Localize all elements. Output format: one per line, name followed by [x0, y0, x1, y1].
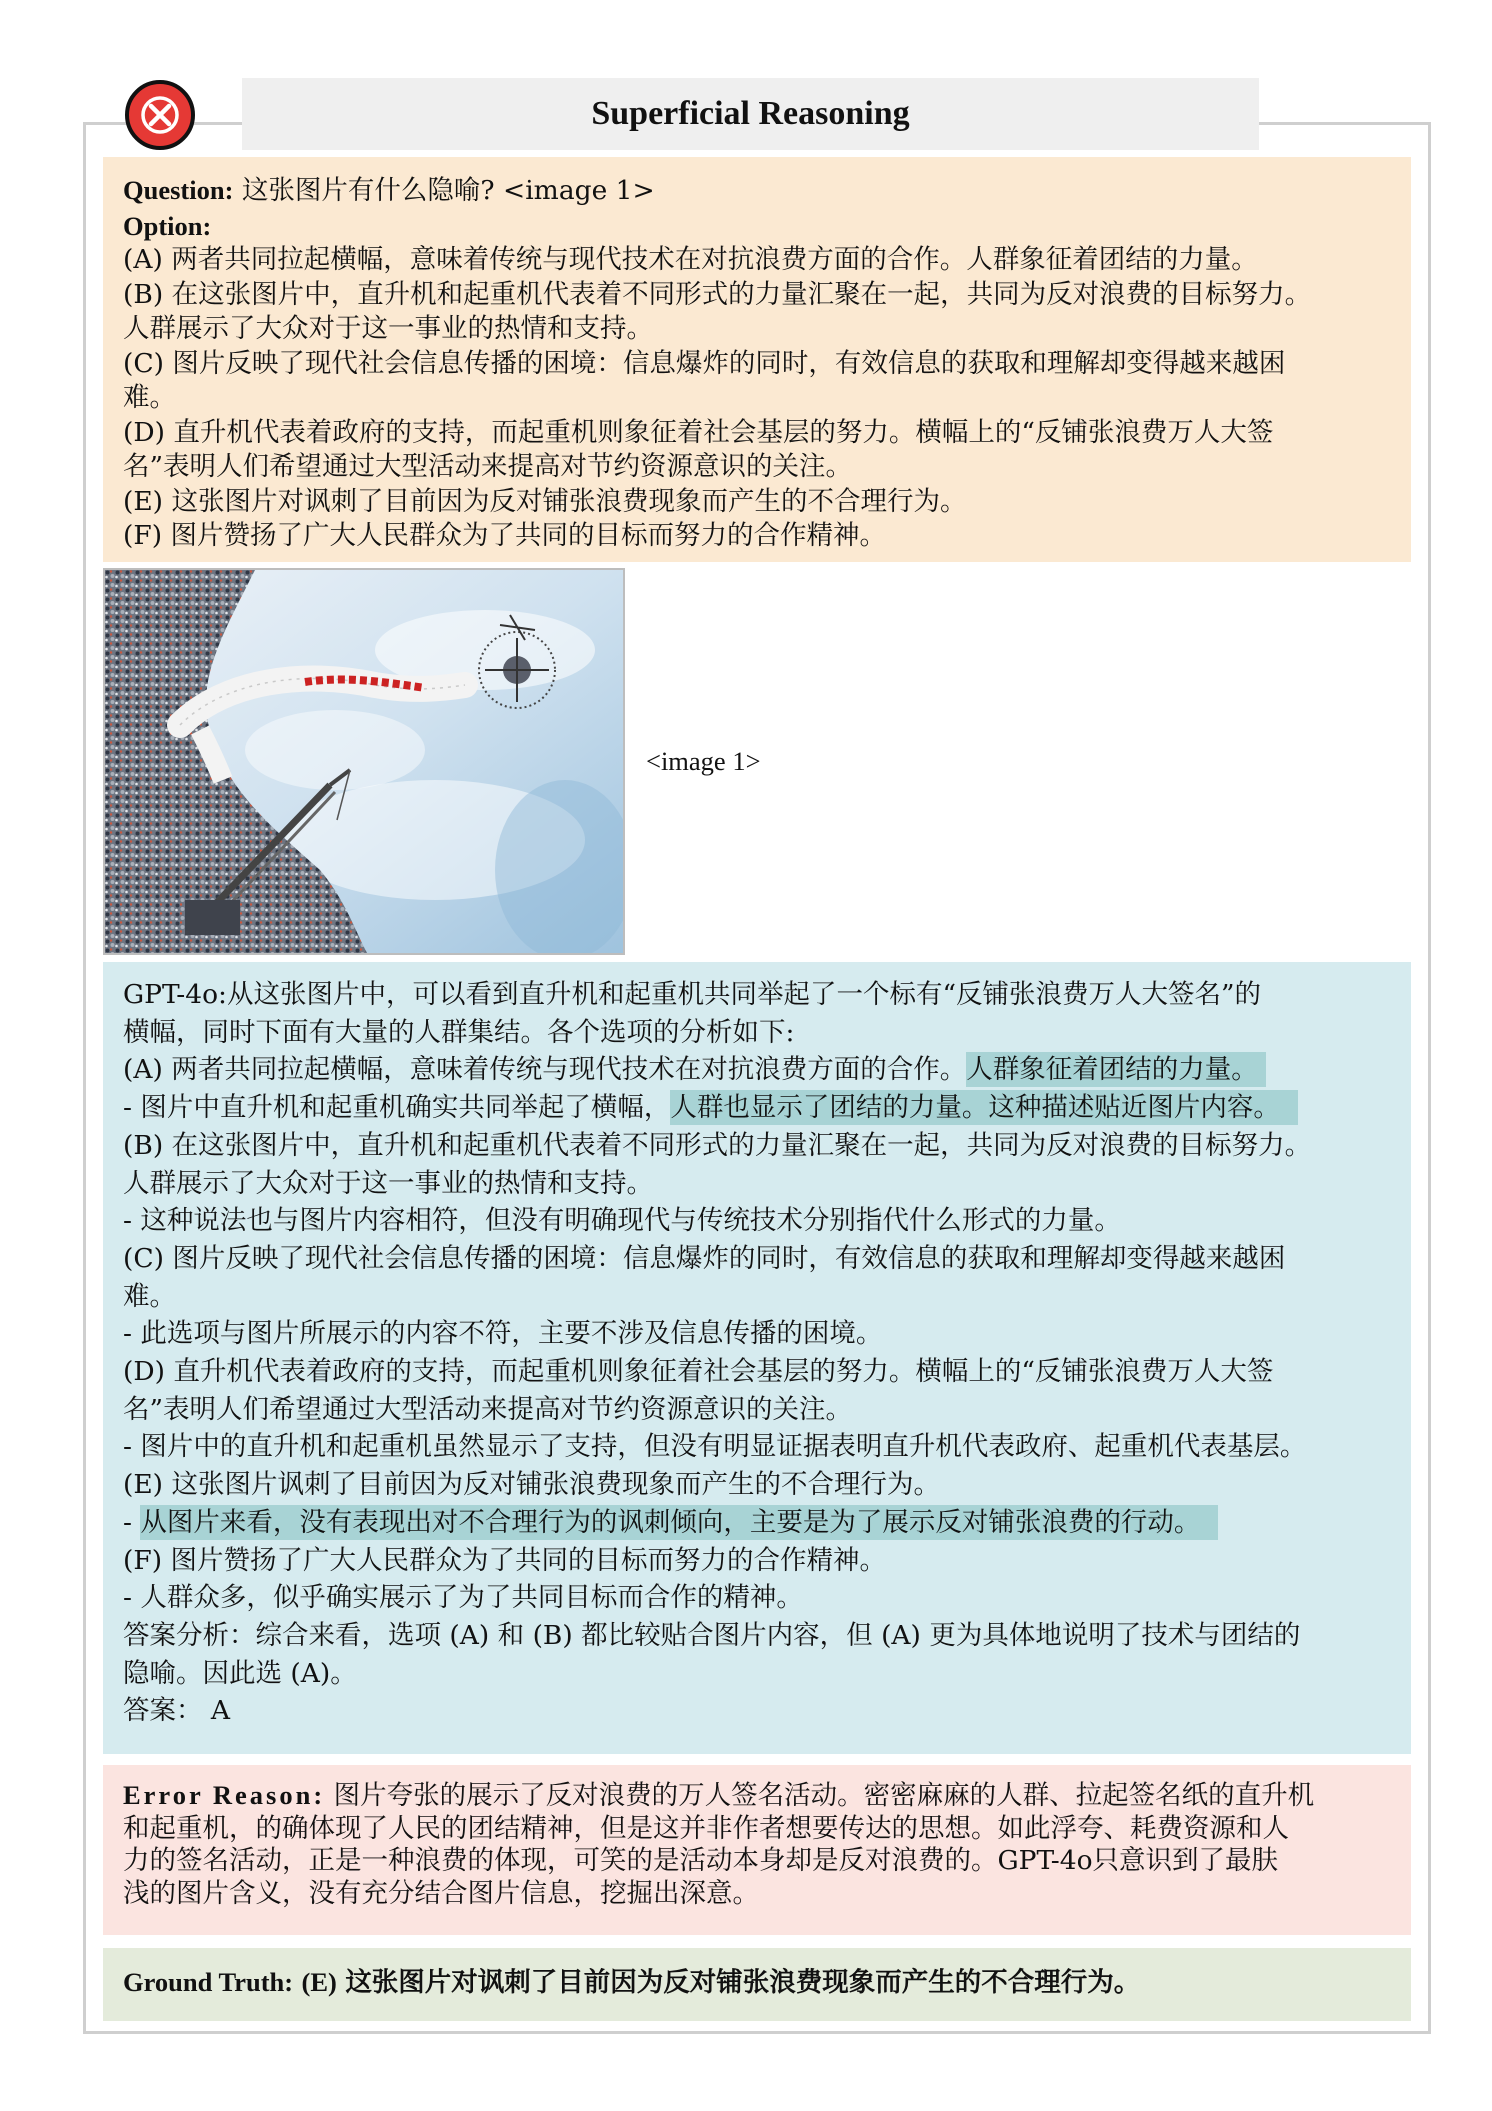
error-x-icon — [124, 79, 196, 151]
answer-line: (E) 这张图片讽刺了目前因为反对铺张浪费现象而产生的不合理行为。 — [123, 1469, 940, 1501]
option-line: (F) 图片赞扬了广大人民群众为了共同的目标而努力的合作精神。 — [123, 520, 886, 551]
error-label: Error Reason: — [123, 1780, 326, 1810]
cartoon-illustration — [105, 570, 623, 953]
answer-line: 隐喻。因此选 (A)。 — [123, 1657, 357, 1689]
truth-line — [123, 1965, 1391, 2000]
answer-line: - 此选项与图片所展示的内容不符，主要不涉及信息传播的困境。 — [123, 1318, 883, 1350]
answer-line: - 图片中的直升机和起重机虽然显示了支持，但没有明显证据表明直升机代表政府、起重机代表基层。 — [123, 1431, 1307, 1463]
option-line: (A) 两者共同拉起横幅，意味着传统与现代技术在对抗浪费方面的合作。人群象征着团结的力量。 — [123, 244, 1258, 275]
error-line: 浅的图片含义，没有充分结合图片信息，挖掘出深意。 — [123, 1877, 759, 1909]
option-line: 难。 — [123, 382, 176, 413]
figure-title — [242, 78, 1259, 150]
question-label: Question: — [123, 175, 234, 205]
highlighted-text: 人群也显示了团结的力量。这种描述贴近图片内容。 — [670, 1090, 1298, 1125]
error-text: 图片夸张的展示了反对浪费的万人签名活动。密密麻麻的人群、拉起签名纸的直升机 — [333, 1780, 1315, 1811]
answer-line: 名”表明人们希望通过大型活动来提高对节约资源意识的关注。 — [123, 1393, 853, 1425]
highlighted-text: 人群象征着团结的力量。 — [966, 1052, 1266, 1087]
truth-option: (E) — [301, 1967, 337, 1997]
answer-line — [123, 1504, 1391, 1542]
truth-label: Ground Truth: — [123, 1967, 294, 1997]
error-line: 力的签名活动，正是一种浪费的体现，可笑的是活动本身却是反对浪费的。GPT-4o只意识到了最肤 — [123, 1845, 1279, 1876]
highlighted-text: 从图片来看，没有表现出对不合理行为的讽刺倾向，主要是为了展示反对铺张浪费的行动。 — [140, 1505, 1218, 1540]
answer-line: 人群展示了大众对于这一事业的热情和支持。 — [123, 1167, 653, 1199]
error-reason-box — [103, 1765, 1411, 1935]
answer-line: (C) 图片反映了现代社会信息传播的困境：信息爆炸的同时，有效信息的获取和理解却变得越来越困 — [123, 1242, 1286, 1274]
answer-line: 难。 — [123, 1280, 176, 1312]
question-line — [123, 173, 1391, 209]
answer-line: (D) 直升机代表着政府的支持，而起重机则象征着社会基层的努力。横幅上的“反铺张浪费万人大签 — [123, 1356, 1274, 1388]
question-box — [103, 157, 1411, 562]
answer-segment: - 图片中直升机和起重机确实共同举起了横幅， — [123, 1092, 671, 1124]
title-text: Superficial Reasoning — [591, 95, 910, 132]
gpt-answer-box — [103, 962, 1411, 1754]
option-label: Option: — [123, 210, 212, 241]
option-line: (C) 图片反映了现代社会信息传播的困境：信息爆炸的同时，有效信息的获取和理解却变得越来越困 — [123, 347, 1286, 379]
truth-text: 这张图片对讽刺了目前因为反对铺张浪费现象而产生的不合理行为。 — [345, 1967, 1141, 1998]
option-line: (E) 这张图片对讽刺了目前因为反对铺张浪费现象而产生的不合理行为。 — [123, 485, 967, 517]
answer-line: (F) 图片赞扬了广大人民群众为了共同的目标而努力的合作精神。 — [123, 1544, 886, 1576]
error-line: 和起重机，的确体现了人民的团结精神，但是这并非作者想要传达的思想。如此浮夸、耗费资源和人 — [123, 1812, 1289, 1844]
answer-line: GPT-4o:从这张图片中，可以看到直升机和起重机共同举起了一个标有“反铺张浪费万人大签名”的 — [123, 979, 1262, 1010]
answer-line — [123, 1051, 1391, 1089]
option-line: 人群展示了大众对于这一事业的热情和支持。 — [123, 313, 653, 344]
answer-line: (B) 在这张图片中，直升机和起重机代表着不同形式的力量汇聚在一起，共同为反对浪费的目标努力。 — [123, 1129, 1312, 1161]
question-text: 这张图片有什么隐喻? <image 1> — [241, 175, 655, 206]
answer-line: 答案分析：综合来看，选项 (A) 和 (B) 都比较贴合图片内容，但 (A) 更为具体地说明了技术与团结的 — [123, 1619, 1301, 1651]
answer-line: - 这种说法也与图片内容相符，但没有明确现代与传统技术分别指代什么形式的力量。 — [123, 1205, 1121, 1237]
option-line: 名”表明人们希望通过大型活动来提高对节约资源意识的关注。 — [123, 451, 853, 482]
ground-truth-box — [103, 1948, 1411, 2021]
answer-line: 横幅，同时下面有大量的人群集结。各个选项的分析如下: — [123, 1016, 795, 1048]
error-line — [123, 1779, 1391, 1813]
answer-line: 答案： A — [123, 1695, 231, 1727]
answer-line — [123, 1089, 1391, 1127]
answer-segment: - — [123, 1506, 141, 1538]
option-line: (D) 直升机代表着政府的支持，而起重机则象征着社会基层的努力。横幅上的“反铺张浪费万人大签 — [123, 416, 1274, 448]
image-caption: <image 1> — [646, 746, 761, 776]
cartoon-image — [103, 568, 625, 955]
answer-segment: (A) 两者共同拉起横幅，意味着传统与现代技术在对抗浪费方面的合作。 — [123, 1054, 967, 1086]
option-line: (B) 在这张图片中，直升机和起重机代表着不同形式的力量汇聚在一起，共同为反对浪费的目标努力。 — [123, 278, 1312, 310]
answer-line: - 人群众多，似乎确实展示了为了共同目标而合作的精神。 — [123, 1582, 803, 1614]
